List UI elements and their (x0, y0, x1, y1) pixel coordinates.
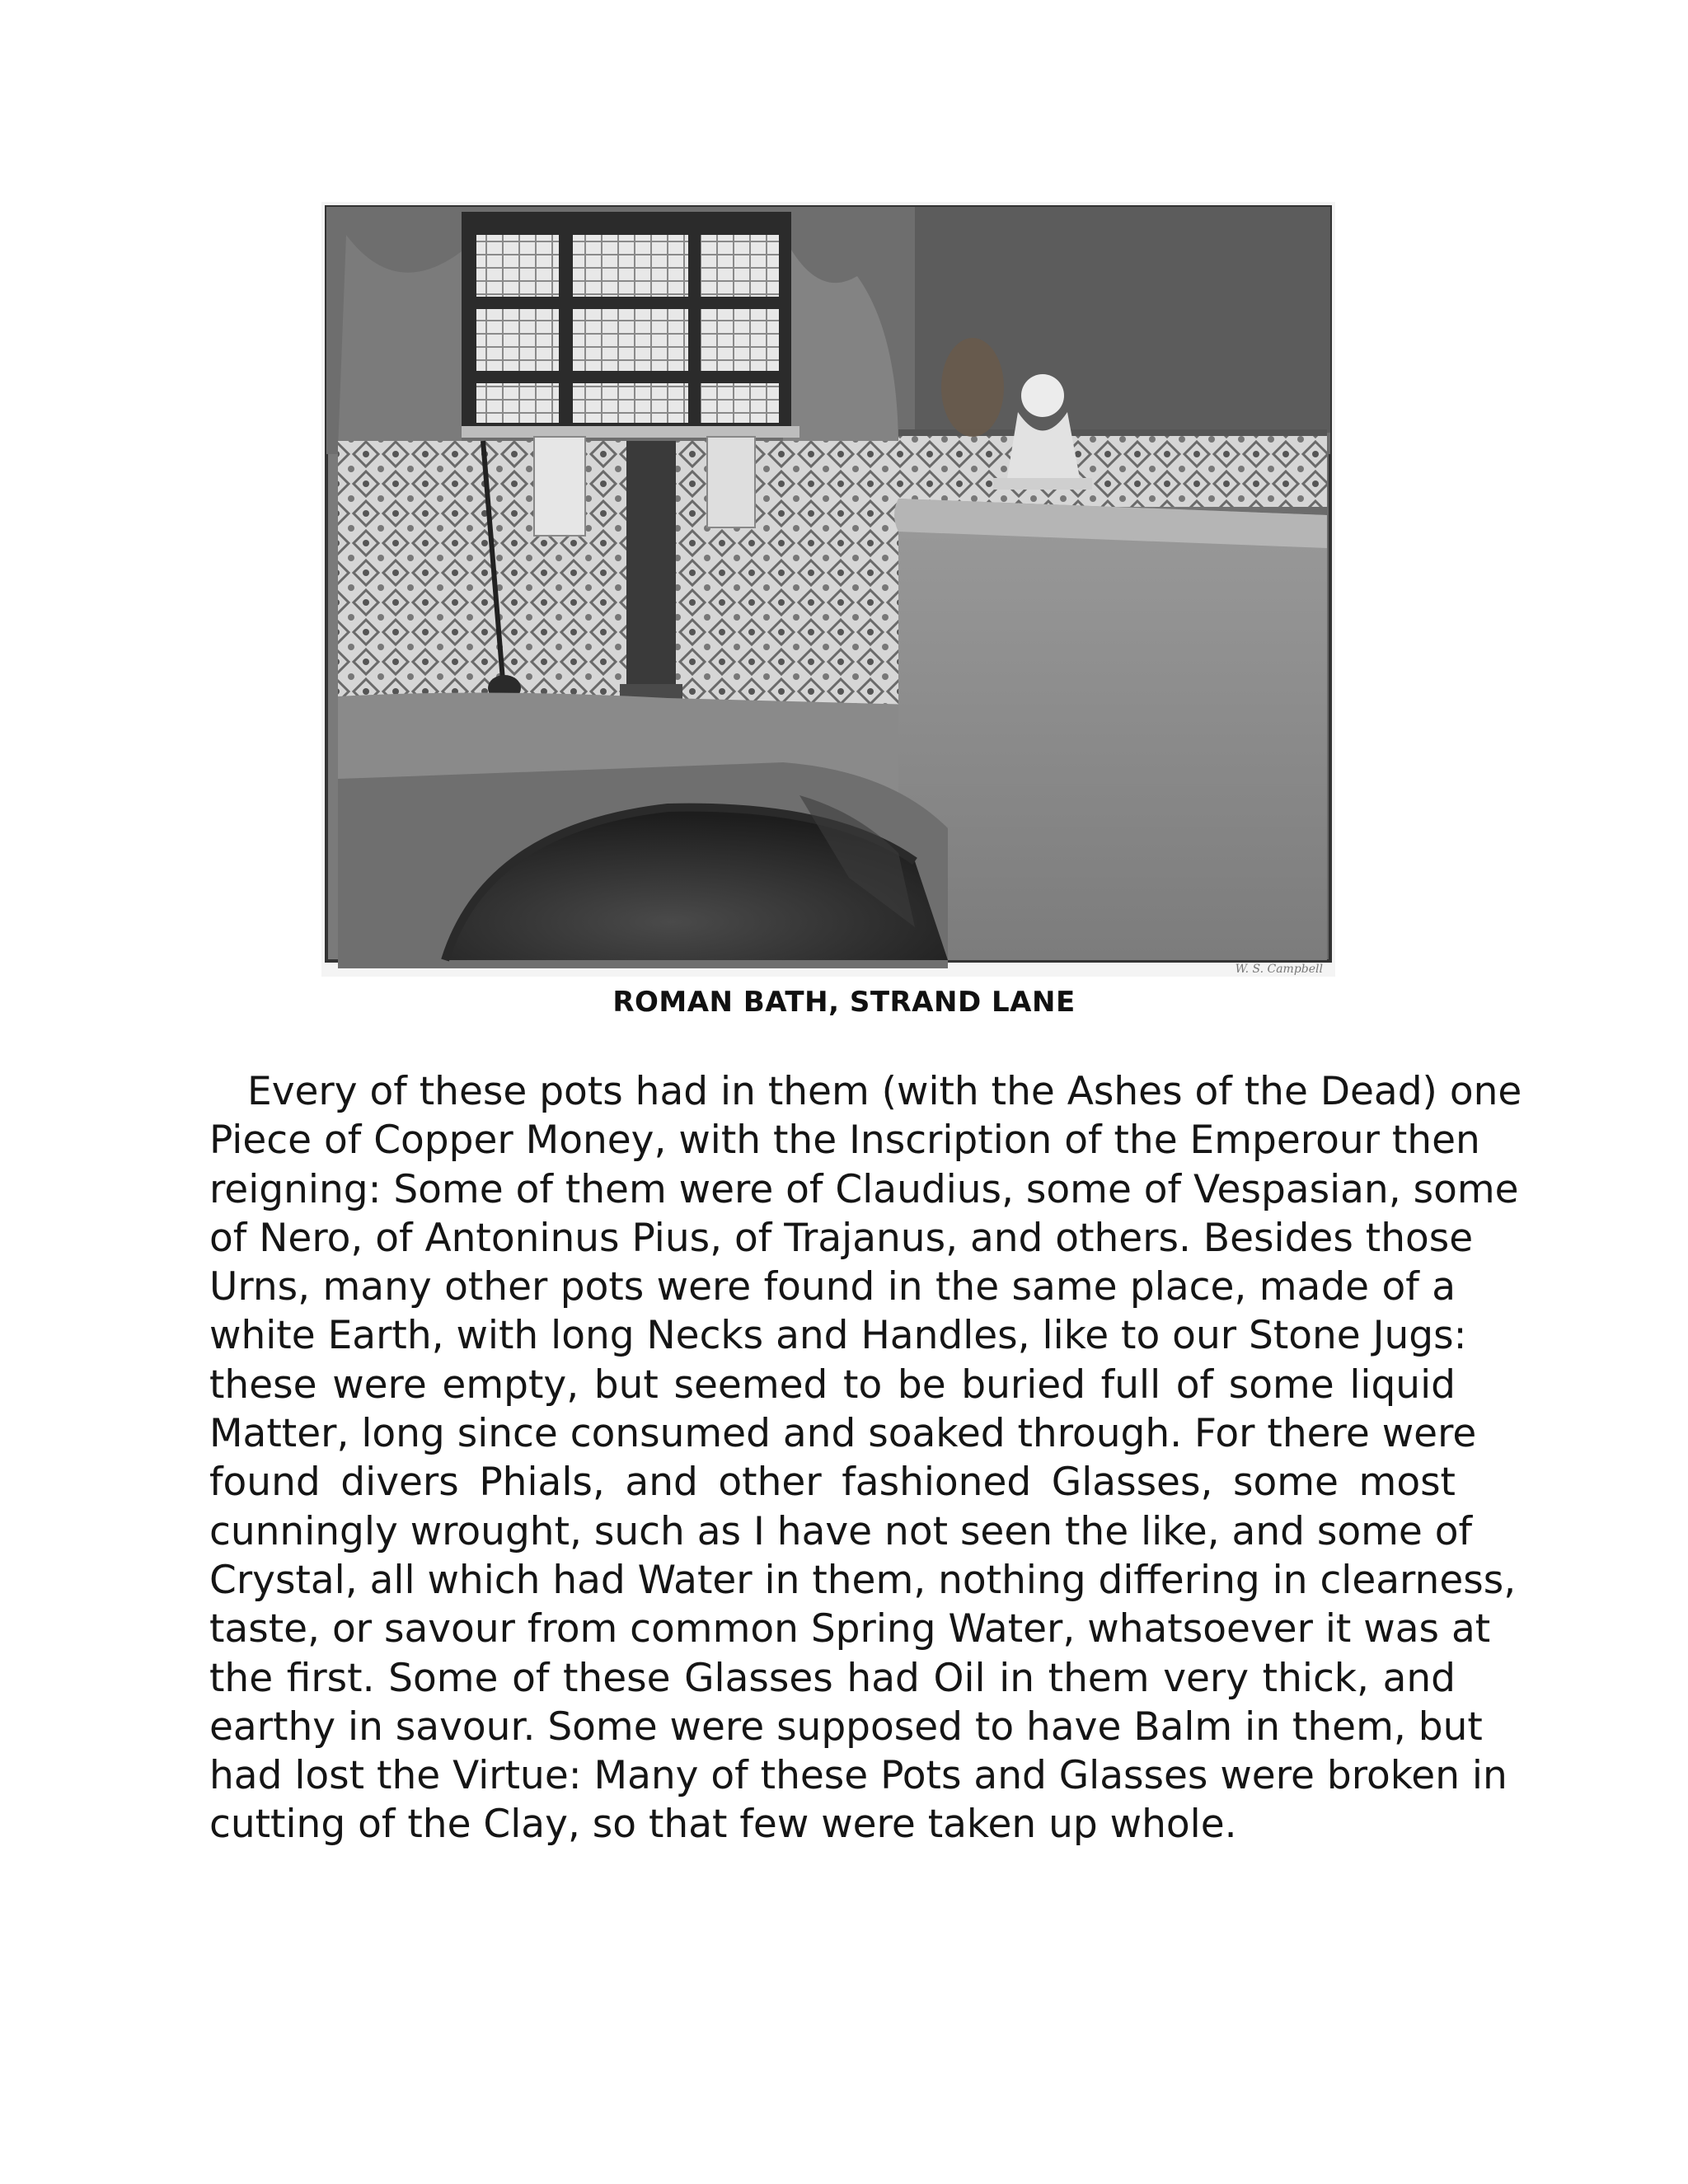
text-line: cunningly wrought, such as I have not seen the like, and some of (209, 1508, 1473, 1554)
text-line: Urns, many other pots were found in the same place, made of a (209, 1264, 1456, 1310)
text-line: Every of these pots had in them (with the Ashes of the Dead) one (247, 1069, 1522, 1114)
text-line: Crystal, all which had Water in them, nothing differing in clearness, (209, 1557, 1517, 1603)
text-line: cutting of the Clay, so that few were taken up whole. (209, 1802, 1237, 1848)
figure-caption: ROMAN BATH, STRAND LANE (612, 986, 1076, 1019)
photo-credit: W. S. Campbell (1235, 963, 1323, 976)
text-line: found divers Phials, and other fashioned Glasses, some most (209, 1460, 1456, 1506)
roman-bath-photograph (321, 202, 1335, 977)
text-line: reigning: Some of them were of Claudius, some of Vespasian, some (209, 1166, 1519, 1212)
text-line: had lost the Virtue: Many of these Pots and Glasses were broken in (209, 1753, 1507, 1799)
text-line: these were empty, but seemed to be buried full of some liquid (209, 1361, 1456, 1408)
text-line: Piece of Copper Money, with the Inscription of the Emperour then (209, 1118, 1480, 1164)
text-line: Matter, long since consumed and soaked through. For there were (209, 1411, 1477, 1457)
text-line: taste, or savour from common Spring Water, whatsoever it was at (209, 1606, 1491, 1652)
text-line: the first. Some of these Glasses had Oil in them very thick, and (209, 1655, 1456, 1701)
text-line: white Earth, with long Necks and Handles, like to our Stone Jugs: (209, 1313, 1467, 1359)
body-paragraph (209, 1067, 1522, 1849)
text-line: earthy in savour. Some were supposed to have Balm in them, but (209, 1704, 1483, 1750)
text-line: of Nero, of Antoninus Pius, of Trajanus, and others. Besides those (209, 1215, 1474, 1261)
